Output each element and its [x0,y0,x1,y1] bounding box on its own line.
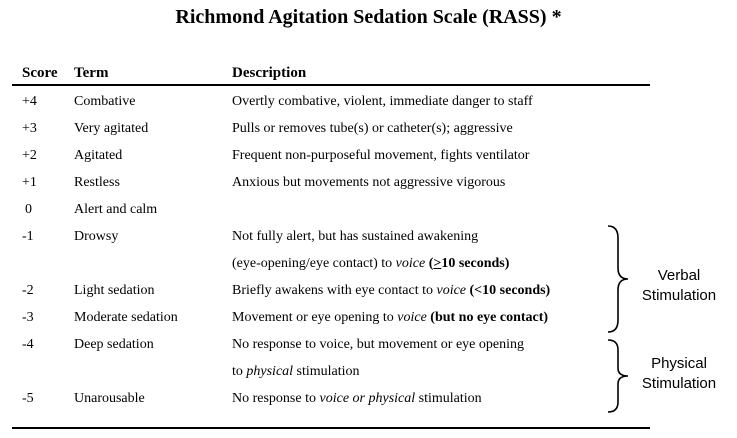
score-cell: +1 [22,175,37,190]
table-row [0,92,640,119]
group-label-line: Physical [651,355,707,372]
description-cell: Anxious but movements not aggressive vigorous [232,175,506,190]
description-cell: Not fully alert, but has sustained awakening [232,229,479,244]
score-cell: +4 [22,94,37,109]
description-cell: No response to voice or physical stimulation [232,391,482,406]
term-cell: Restless [74,175,120,190]
table-row-continuation [0,362,640,389]
term-cell: Drowsy [74,229,119,244]
group-label-line: Stimulation [641,287,717,304]
table-row [0,119,640,146]
description-cell: Movement or eye opening to voice (but no eye contact) [232,310,549,325]
description-cell: No response to voice, but movement or eye opening [232,337,524,352]
footer-rule [12,427,650,429]
term-cell: Moderate sedation [74,310,178,325]
description-cell: (eye-opening/eye contact) to voice (>10 seconds) [232,256,510,271]
score-cell: +3 [22,121,37,136]
table-row-continuation [0,254,640,281]
verbal-stimulation-label [629,266,729,306]
page-title: Richmond Agitation Sedation Scale (RASS) * [175,6,562,28]
header-rule [12,84,650,86]
table-row [0,146,640,173]
table-row [0,173,640,200]
term-cell: Deep sedation [74,337,154,352]
group-label-line: Verbal [657,267,701,284]
term-cell: Alert and calm [74,202,158,217]
table-row [0,281,640,308]
score-cell: 0 [25,202,32,217]
group-label-line: Stimulation [641,375,717,392]
term-cell: Light sedation [74,283,155,298]
score-cell: -3 [22,310,34,325]
rass-table [0,92,640,416]
description-cell: Frequent non-purposeful movement, fights ventilator [232,148,530,163]
table-row [0,308,640,335]
table-row [0,227,640,254]
column-header-description: Description [232,65,307,81]
term-cell: Unarousable [74,391,145,406]
term-cell: Combative [74,94,136,109]
score-cell: -2 [22,283,34,298]
column-header-score: Score [22,65,58,81]
term-cell: Agitated [74,148,123,163]
description-cell: Overtly combative, violent, immediate danger to staff [232,94,533,109]
column-header-term: Term [74,65,109,81]
physical-stimulation-label [629,354,729,394]
description-cell: to physical stimulation [232,364,360,379]
term-cell: Very agitated [74,121,149,136]
table-row [0,389,640,416]
table-row [0,335,640,362]
score-cell: -5 [22,391,34,406]
score-cell: -1 [22,229,34,244]
score-cell: +2 [22,148,37,163]
score-cell: -4 [22,337,34,352]
table-row [0,200,640,227]
description-cell: Pulls or removes tube(s) or catheter(s); aggressive [232,121,513,136]
description-cell: Briefly awakens with eye contact to voice (<10 seconds) [232,283,551,298]
